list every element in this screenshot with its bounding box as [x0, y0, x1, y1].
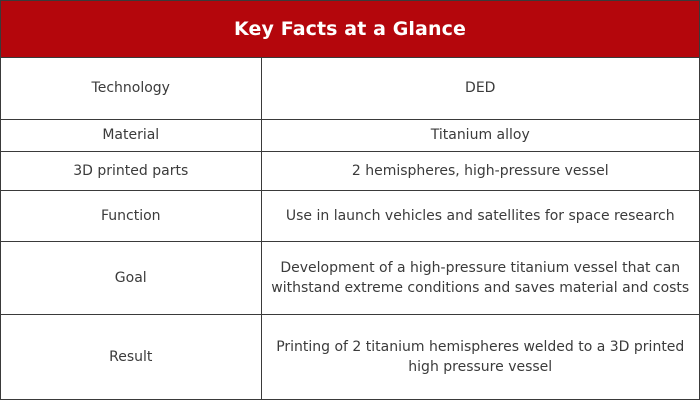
row-label-goal: Goal — [1, 241, 261, 314]
table-row — [1, 241, 699, 314]
row-value-function: Use in launch vehicles and satellites for space research — [261, 190, 699, 241]
row-label-technology: Technology — [1, 58, 261, 119]
table-row — [1, 119, 699, 151]
key-facts-table — [1, 58, 699, 399]
row-value-goal: Development of a high-pressure titanium vessel that can withstand extreme conditions and saves material and costs — [261, 241, 699, 314]
row-value-technology: DED — [465, 80, 496, 97]
card-title: Key Facts at a Glance — [1, 1, 699, 58]
row-label-printed-parts: 3D printed parts — [1, 151, 261, 190]
row-value-printed-parts: 2 hemispheres, high-pressure vessel — [261, 151, 699, 190]
table-row — [1, 151, 699, 190]
row-label-function: Function — [1, 190, 261, 241]
row-label-result: Result — [1, 314, 261, 399]
table-row — [1, 314, 699, 399]
table-row — [1, 58, 699, 119]
row-label-material: Material — [1, 119, 261, 151]
row-value-result: Printing of 2 titanium hemispheres welded to a 3D printed high pressure vessel — [261, 314, 699, 399]
table-row — [1, 190, 699, 241]
row-value-material: Titanium alloy — [261, 119, 699, 151]
